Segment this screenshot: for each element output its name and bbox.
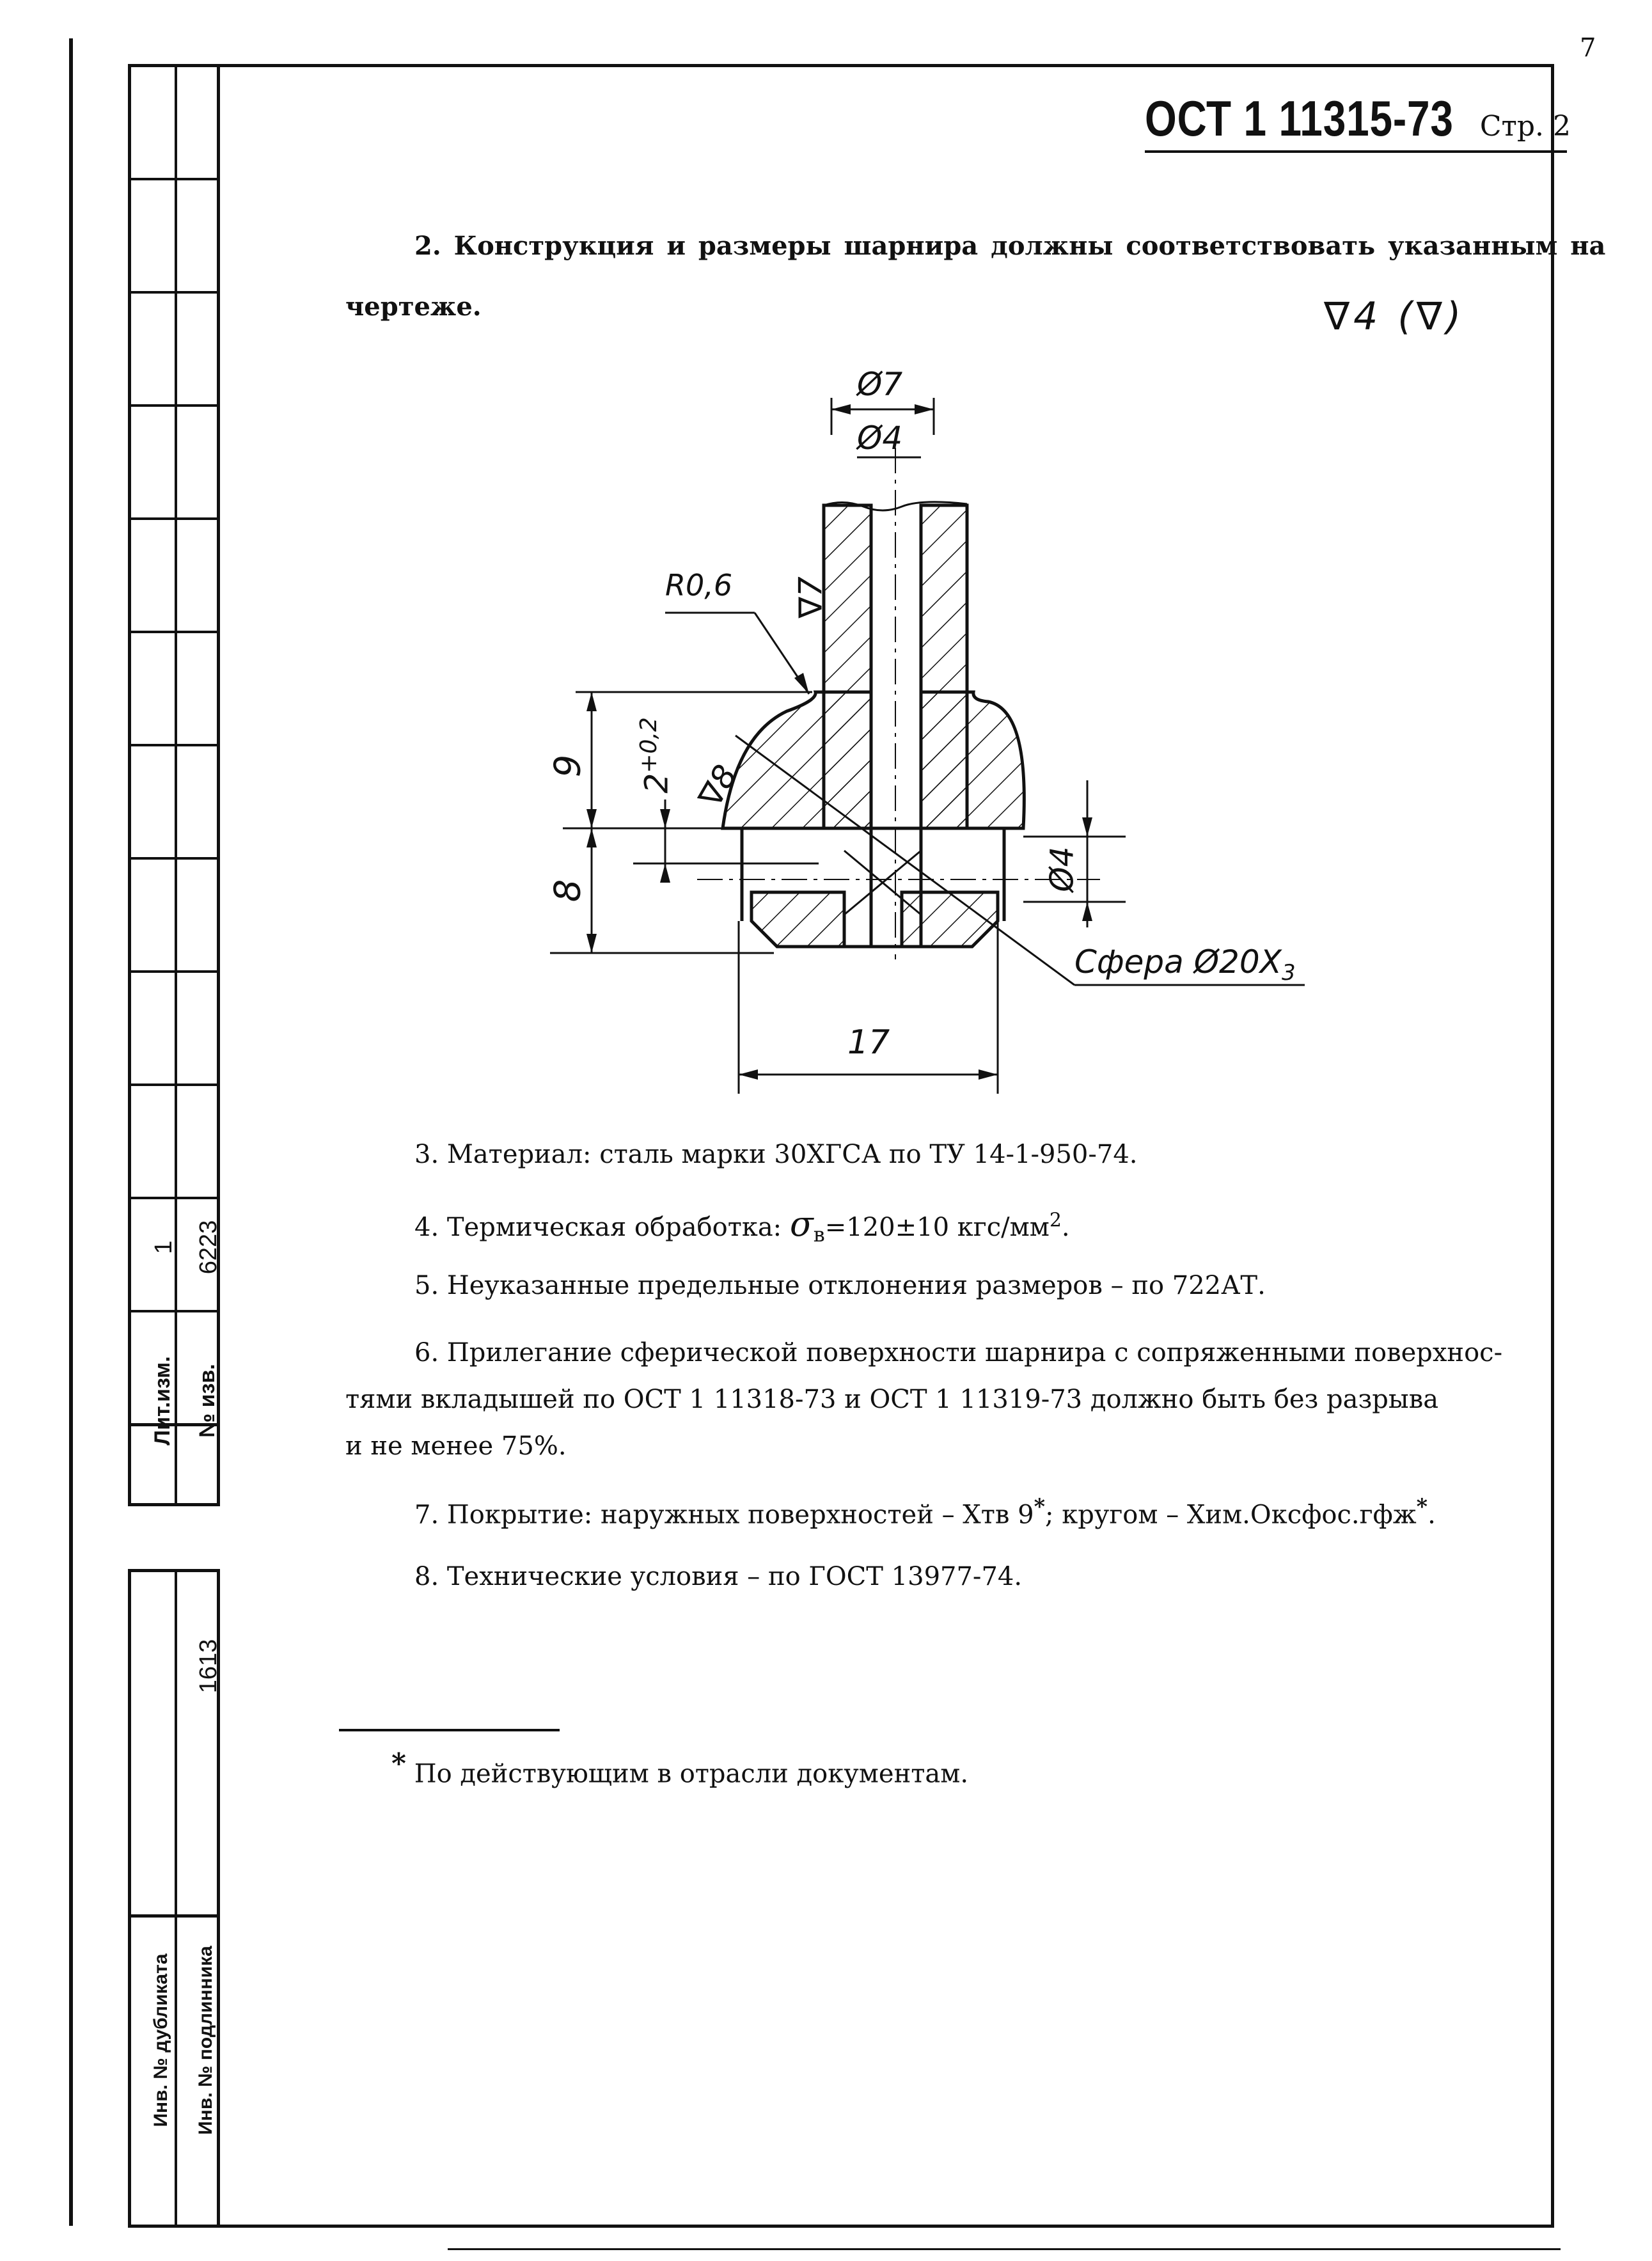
- para-7-a: 7. Покрытие: наружных поверхностей – Хтв 9: [414, 1500, 1034, 1530]
- para-7-star-1: *: [1034, 1494, 1046, 1519]
- para-4-sup: 2: [1049, 1209, 1062, 1232]
- roughness-7: ∇7: [792, 576, 830, 618]
- para-7-star-2: *: [1416, 1494, 1428, 1519]
- lower-left-block: [751, 892, 844, 947]
- lower-right-block: [902, 892, 998, 947]
- sphere-left: [723, 692, 871, 828]
- standard-code: ОСТ 1 11315-73: [1145, 90, 1454, 146]
- lit-izm-value: 1: [150, 1240, 177, 1254]
- para-4: [414, 1202, 1070, 1247]
- dim-diameter-7: Ø7: [857, 366, 903, 403]
- dim-2: 2: [638, 773, 675, 794]
- dim-2-group: [636, 717, 675, 793]
- centerlines: [697, 448, 1100, 959]
- inv-number: 1613: [195, 1639, 222, 1694]
- dim-8: 8: [547, 879, 589, 902]
- para-4-end: .: [1061, 1213, 1070, 1242]
- footnote-rule: [339, 1729, 560, 1731]
- footnote-text: По действующим в отрасли документам.: [414, 1759, 969, 1789]
- footnote: [391, 1746, 968, 1790]
- para-2-line-1: 2. Конструкция и размеры шарнира должны соответствовать указанным на: [414, 231, 1606, 261]
- dim-17: 17: [847, 1023, 890, 1062]
- sphere-text: Сфера Ø20Х: [1074, 943, 1282, 981]
- footnote-star: *: [391, 1747, 407, 1780]
- inv-dup-label: Инв. № дубликата: [150, 1953, 171, 2127]
- dim-9: 9: [547, 754, 589, 778]
- para-7-b: ; кругом – Хим.Оксфос.гфж: [1045, 1500, 1417, 1530]
- para-5: 5. Неуказанные предельные отклонения размеров – по 722АТ.: [414, 1271, 1266, 1300]
- sphere-subscript: 3: [1281, 960, 1296, 986]
- para-6-line-2: тями вкладышей по ОСТ 1 11318-73 и ОСТ 1 11319-73 должно быть без разрыва: [345, 1385, 1439, 1414]
- no-izv-value: 6223: [195, 1220, 222, 1275]
- para-7-c: .: [1428, 1500, 1436, 1530]
- para-4-text: 4. Термическая обработка:: [414, 1213, 790, 1242]
- dim-radius: R0,6: [665, 568, 733, 603]
- page-label: Стр. 2: [1479, 110, 1571, 143]
- sphere-label: [1074, 943, 1296, 986]
- lit-izm-label: Лит.изм.: [150, 1356, 175, 1446]
- sigma-symbol: σ: [789, 1204, 814, 1244]
- inv-orig-label: Инв. № подлинника: [195, 1946, 216, 2135]
- para-8: 8. Технические условия – по ГОСТ 13977-74.: [414, 1562, 1023, 1591]
- cross-lines: [844, 851, 921, 915]
- para-2-line-2: чертеже.: [345, 292, 482, 322]
- hinge-section: [723, 505, 1024, 947]
- dim-2-tolerance: +0,2: [635, 717, 662, 773]
- sphere-right: [921, 692, 1024, 828]
- para-7: [414, 1493, 1436, 1531]
- sigma-subscript: в: [813, 1222, 825, 1247]
- roughness-8: ∇8: [691, 759, 745, 814]
- para-6-line-3: и не менее 75%.: [345, 1431, 567, 1461]
- page-number: 7: [1580, 33, 1596, 63]
- roughness-note: ∇4 (∇): [1324, 294, 1465, 339]
- para-4-value: =120±10 кгс/мм: [824, 1213, 1050, 1242]
- dim-diameter-4-side: Ø4: [1043, 846, 1081, 892]
- para-6-line-1: 6. Прилегание сферической поверхности шарнира с сопряженными поверхнос-: [414, 1338, 1503, 1367]
- no-izv-label: № изв.: [195, 1364, 219, 1438]
- para-3: 3. Материал: сталь марки 30ХГСА по ТУ 14-1-950-74.: [414, 1140, 1138, 1169]
- dim-diameter-4-top: Ø4: [857, 420, 903, 457]
